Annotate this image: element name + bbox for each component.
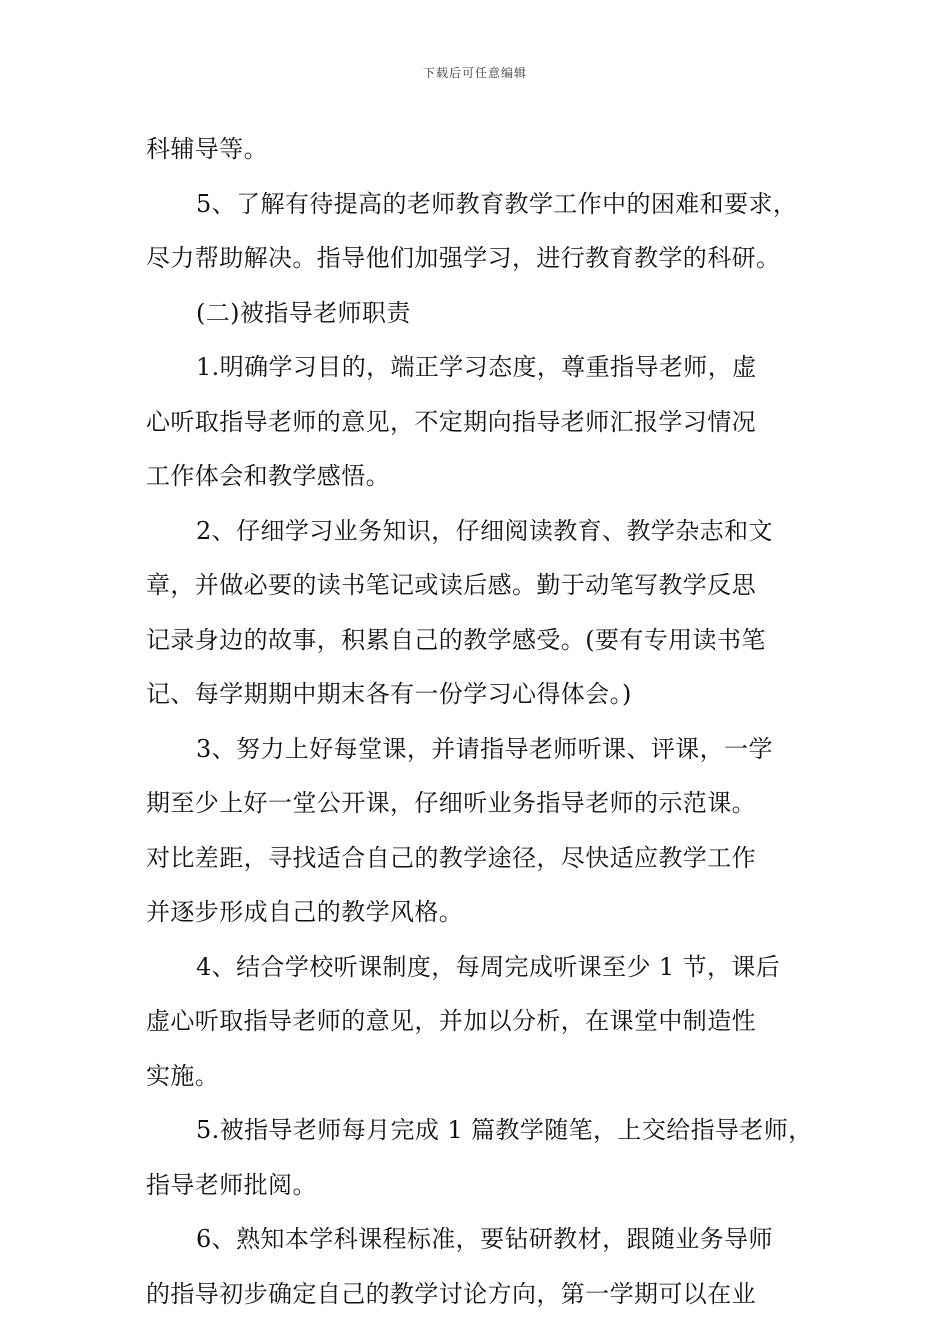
document-body — [146, 128, 813, 1327]
text-line: 科辅导等。 — [146, 135, 268, 163]
text-line: 期至少上好一堂公开课，仔细听业务指导老师的示范课。 — [146, 789, 756, 817]
text-line: 并逐步形成自己的教学风格。 — [146, 898, 464, 926]
text-line: 章，并做必要的读书笔记或读后感。勤于动笔写教学反思 — [146, 571, 756, 599]
text-line: 工作体会和教学感悟。 — [146, 462, 390, 490]
text-line: 对比差距，寻找适合自己的教学途径，尽快适应教学工作 — [146, 843, 756, 872]
text-line: 4、结合学校听课制度，每周完成听课至少 1 节，课后 — [196, 952, 781, 981]
text-line: (二)被指导老师职责 — [196, 298, 411, 327]
text-line: 3、努力上好每堂课，并请指导老师听课、评课，一学 — [196, 734, 773, 763]
text-line: 6、熟知本学科课程标准，要钻研教材，跟随业务导师 — [196, 1225, 773, 1253]
text-line: 1.明确学习目的，端正学习态度，尊重指导老师，虚 — [196, 353, 757, 381]
text-line: 5、了解有待提高的老师教育教学工作中的困难和要求， — [196, 189, 798, 218]
page-header: 下载后可任意编辑 — [422, 66, 527, 80]
text-line: 5.被指导老师每月完成 1 篇教学随笔，上交给指导老师， — [196, 1116, 813, 1144]
text-line: 记录身边的故事，积累自己的教学感受。(要有专用读书笔 — [146, 625, 766, 654]
text-line: 指导老师批阅。 — [146, 1170, 317, 1199]
text-line: 尽力帮助解决。指导他们加强学习，进行教育教学的科研。 — [146, 244, 781, 272]
text-line: 实施。 — [146, 1061, 220, 1090]
text-line: 2、仔细学习业务知识，仔细阅读教育、教学杂志和文 — [196, 516, 773, 545]
text-line: 虚心听取指导老师的意见，并加以分析，在课堂中制造性 — [146, 1007, 756, 1035]
text-line: 的指导初步确定自己的教学讨论方向，第一学期可以在业 — [146, 1279, 756, 1308]
text-line: 记、每学期期中期末各有一份学习心得体会。) — [146, 680, 632, 708]
text-line: 心听取指导老师的意见，不定期向指导老师汇报学习情况 — [146, 407, 756, 436]
